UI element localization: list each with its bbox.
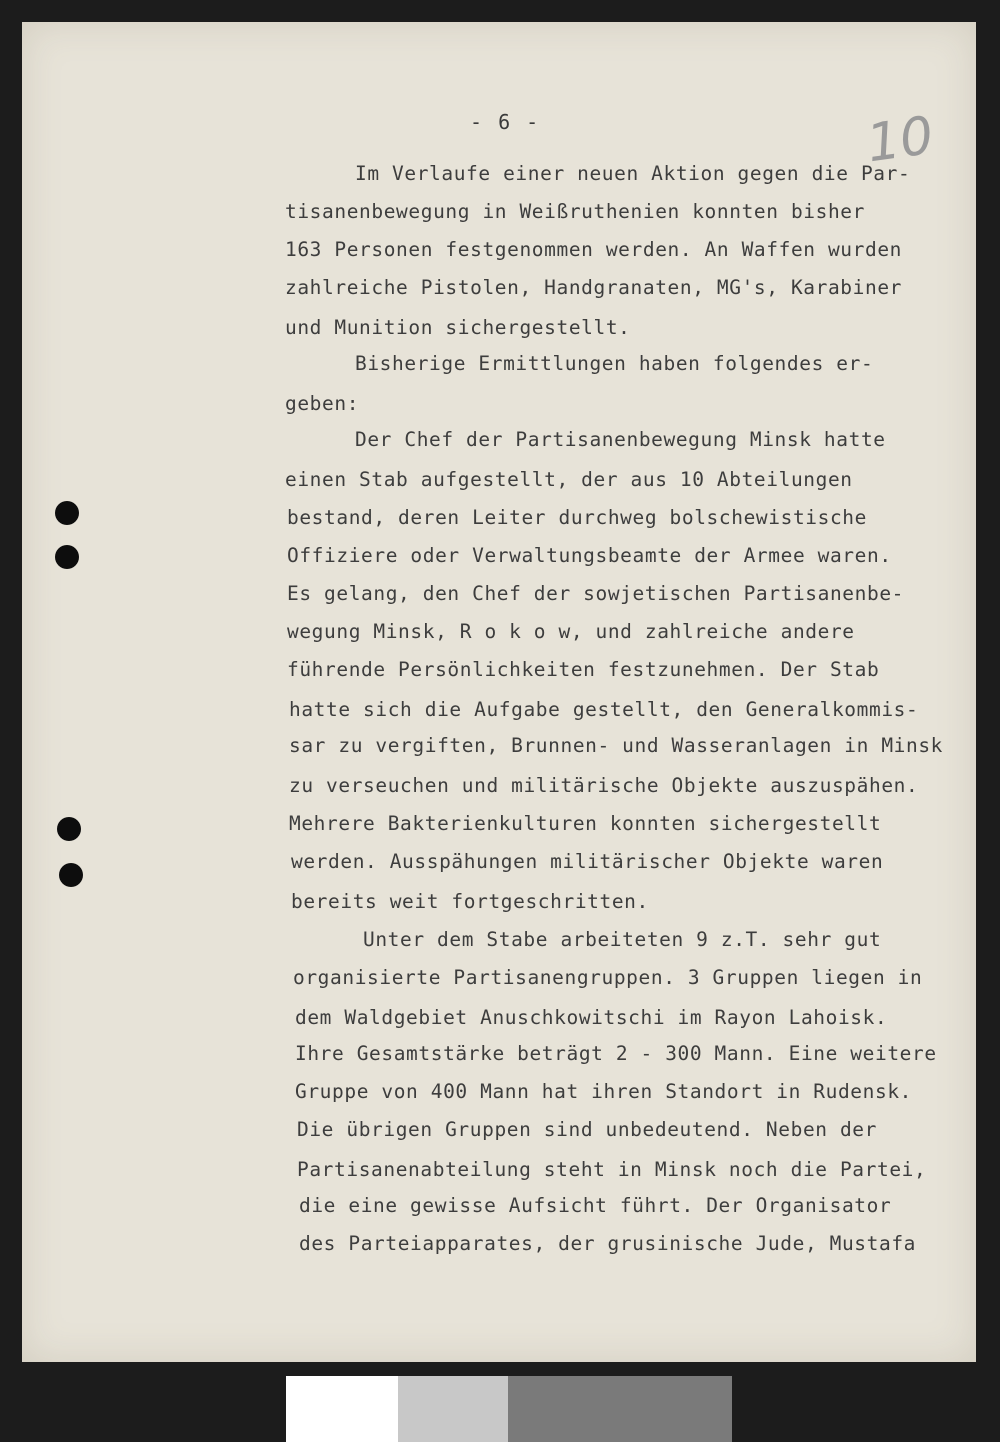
text-line: tisanenbewegung in Weißruthenien konnten bisher <box>285 200 865 223</box>
handwritten-folio-number: 10 <box>863 105 938 175</box>
text-line: Es gelang, den Chef der sowjetischen Partisanenbe- <box>287 582 904 605</box>
text-line: Offiziere oder Verwaltungsbeamte der Armee waren. <box>287 544 892 567</box>
calibration-white-patch <box>286 1376 398 1442</box>
text-line: bereits weit fortgeschritten. <box>291 890 649 913</box>
text-line: wegung Minsk, R o k o w, und zahlreiche andere <box>287 620 855 643</box>
text-line: und Munition sichergestellt. <box>285 316 631 339</box>
text-line: werden. Ausspähungen militärischer Objekte waren <box>291 850 884 873</box>
text-line: hatte sich die Aufgabe gestellt, den Generalkommis- <box>289 698 919 721</box>
punch-hole <box>57 817 81 841</box>
text-line: zu verseuchen und militärische Objekte auszuspähen. <box>289 774 919 797</box>
calibration-light-gray-patch <box>398 1376 508 1442</box>
text-line: Im Verlaufe einer neuen Aktion gegen die Par- <box>355 162 911 185</box>
document-page <box>22 22 976 1362</box>
text-line: Mehrere Bakterienkulturen konnten sichergestellt <box>289 812 882 835</box>
text-line: Ihre Gesamtstärke beträgt 2 - 300 Mann. Eine weitere <box>295 1042 937 1065</box>
text-line: Partisanenabteilung steht in Minsk noch die Partei, <box>297 1158 927 1181</box>
calibration-dark-gray-patch <box>508 1376 732 1442</box>
text-line: geben: <box>285 392 360 415</box>
text-line: Der Chef der Partisanenbewegung Minsk hatte <box>355 428 886 451</box>
text-line: Die übrigen Gruppen sind unbedeutend. Neben der <box>297 1118 877 1141</box>
text-line: bestand, deren Leiter durchweg bolschewistische <box>287 506 867 529</box>
text-line: Unter dem Stabe arbeiteten 9 z.T. sehr gut <box>363 928 882 951</box>
page-number: - 6 - <box>470 110 541 134</box>
text-line: organisierte Partisanengruppen. 3 Gruppen liegen in <box>293 966 923 989</box>
text-line: Bisherige Ermittlungen haben folgendes er- <box>355 352 874 375</box>
text-line: dem Waldgebiet Anuschkowitschi im Rayon Lahoisk. <box>295 1006 888 1029</box>
text-line: zahlreiche Pistolen, Handgranaten, MG's, Karabiner <box>285 276 902 299</box>
punch-hole <box>55 545 79 569</box>
text-line: die eine gewisse Aufsicht führt. Der Organisator <box>299 1194 892 1217</box>
text-line: Gruppe von 400 Mann hat ihren Standort in Rudensk. <box>295 1080 912 1103</box>
text-line: sar zu vergiften, Brunnen- und Wasseranlagen in Minsk <box>289 734 944 757</box>
punch-hole <box>55 501 79 525</box>
text-line: 163 Personen festgenommen werden. An Waffen wurden <box>285 238 902 261</box>
text-line: einen Stab aufgestellt, der aus 10 Abteilungen <box>285 468 853 491</box>
text-line: führende Persönlichkeiten festzunehmen. Der Stab <box>287 658 880 681</box>
punch-hole <box>59 863 83 887</box>
text-line: des Parteiapparates, der grusinische Jude, Mustafa <box>299 1232 916 1255</box>
